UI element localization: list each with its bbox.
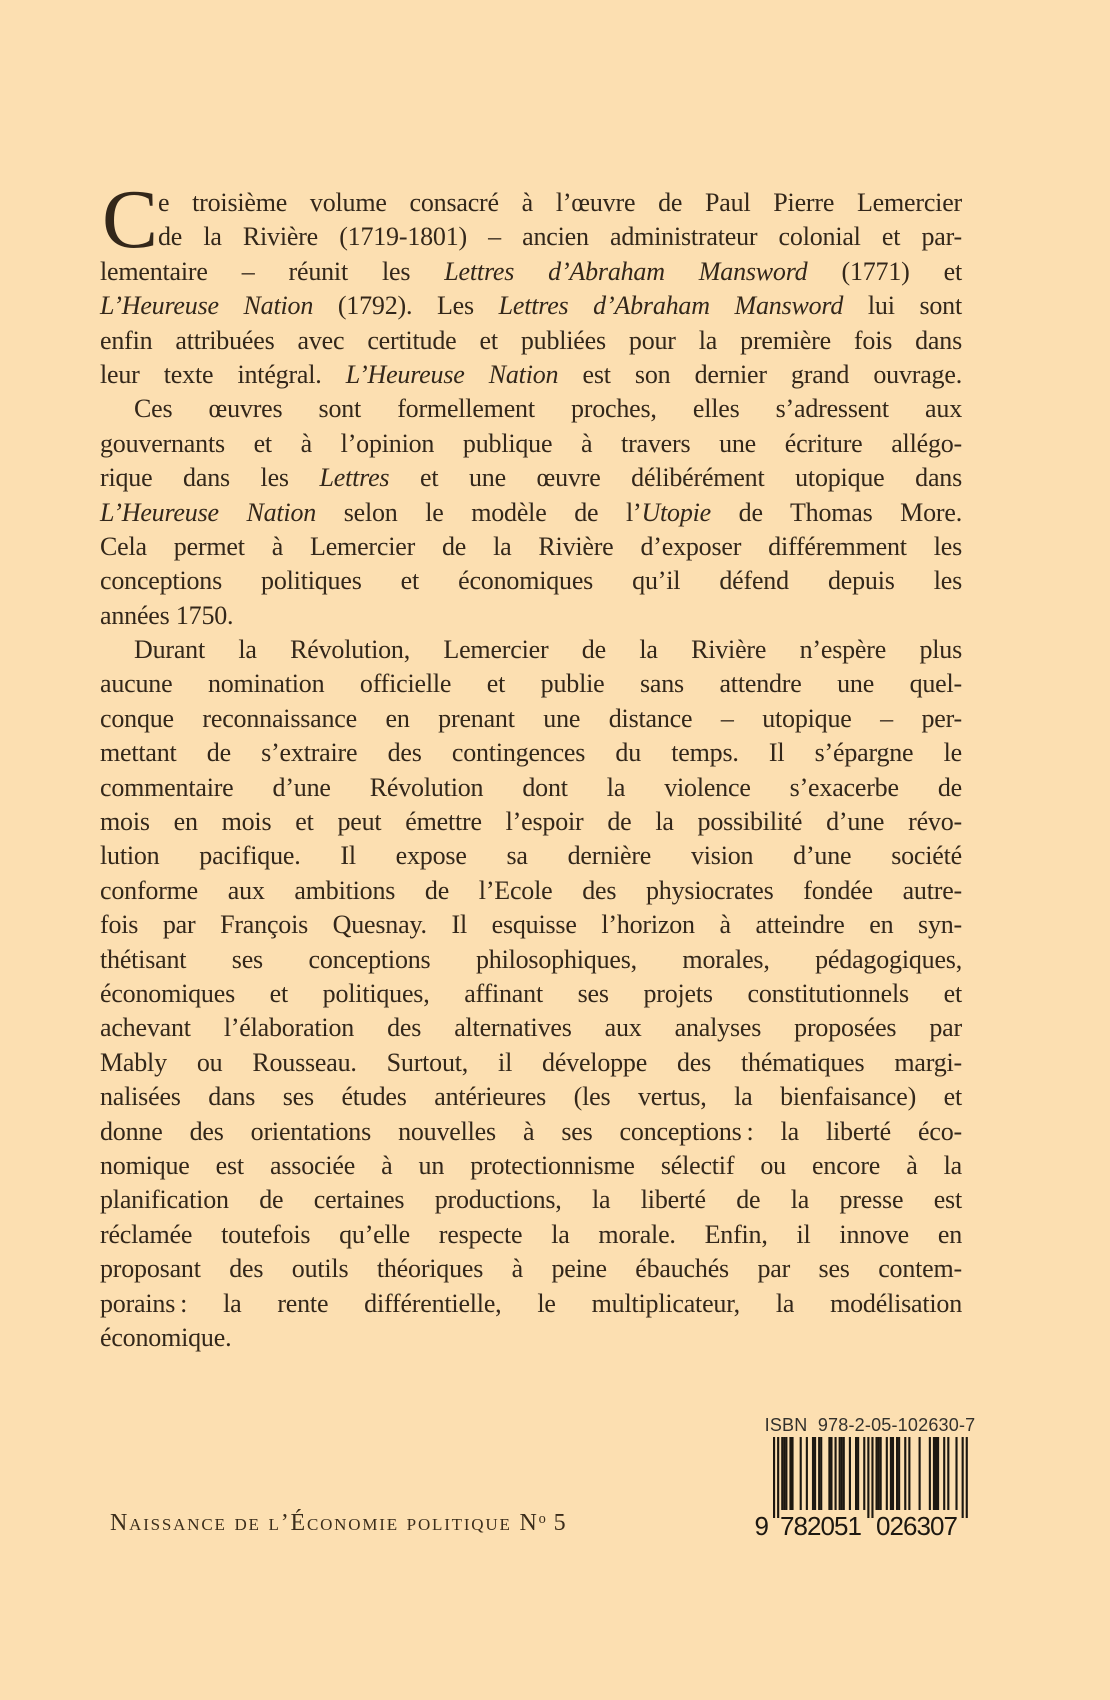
barcode-bar xyxy=(830,1437,832,1510)
text-run: Cela permet à Lemercier de la Rivière d’exposer différemment les xyxy=(100,531,962,561)
barcode-bar xyxy=(886,1437,888,1510)
barcode-bar xyxy=(876,1437,878,1510)
text-run: et une œuvre délibérément utopique dans xyxy=(389,463,963,493)
text-line xyxy=(100,496,962,530)
text-run: mois en mois et peut émettre l’espoir de la possibilité d’une révo- xyxy=(100,807,962,837)
text-run: (1792). Les xyxy=(313,291,499,321)
barcode-bar xyxy=(908,1437,910,1510)
text-run: porains : la rente différentielle, le multiplicateur, la modélisation xyxy=(100,1288,962,1318)
text-line xyxy=(100,667,962,701)
body-text xyxy=(100,173,963,1355)
barcode-bar xyxy=(929,1437,931,1510)
text-line xyxy=(100,1252,962,1286)
text-line xyxy=(100,1011,962,1045)
text-run: achevant l’élaboration des alternatives aux analyses proposées par xyxy=(100,1013,962,1043)
text-line xyxy=(100,943,962,977)
barcode-bar xyxy=(806,1437,808,1510)
barcode-bar xyxy=(855,1437,857,1510)
series-label-main: Naissance de l’Économie politique N xyxy=(110,1510,539,1536)
barcode-bar xyxy=(898,1437,900,1510)
text-run: mettant de s’extraire des contingences du temps. Il s’épargne le xyxy=(100,738,962,768)
text-line xyxy=(100,289,962,323)
text-run: est son dernier grand ouvrage. xyxy=(558,359,962,389)
barcode-bar xyxy=(933,1437,935,1510)
barcode-bar xyxy=(791,1437,793,1510)
text-run-italic: Utopie xyxy=(641,497,712,527)
text-line xyxy=(100,1218,962,1252)
text-run: gouvernants et à l’opinion publique à travers une écriture allégo- xyxy=(100,428,962,458)
barcode-bar xyxy=(789,1437,791,1510)
barcode-bar xyxy=(812,1437,814,1510)
text-run: planification de certaines productions, la liberté de la presse est xyxy=(100,1185,962,1215)
text-line xyxy=(100,839,962,873)
text-run: de la Rivière (1719-1801) – ancien administrateur colonial et par- xyxy=(158,222,962,252)
text-line xyxy=(100,1080,962,1114)
barcode-bar xyxy=(947,1437,949,1510)
text-line xyxy=(100,908,962,942)
text-run-italic: Lettres d’Abraham Mansword xyxy=(444,256,808,286)
text-run-italic: L’Heureuse Nation xyxy=(100,291,314,321)
text-line xyxy=(100,736,962,770)
text-line xyxy=(100,771,962,805)
barcode-digits: 026307 xyxy=(876,1511,958,1537)
text-run: nalisées dans ses études antérieures (les vertus, la bienfaisance) et xyxy=(100,1082,962,1112)
text-run: (1771) et xyxy=(807,256,962,286)
text-line xyxy=(100,530,962,564)
text-run: fois par François Quesnay. Il esquisse l’horizon à atteindre en syn- xyxy=(100,910,962,940)
barcode-bar xyxy=(878,1437,880,1510)
barcode-bar xyxy=(890,1437,892,1510)
barcode-bar xyxy=(828,1437,830,1510)
text-line xyxy=(100,358,962,392)
series-label xyxy=(110,1510,567,1537)
text-run-italic: L’Heureuse Nation xyxy=(345,359,559,389)
text-run-italic: Lettres xyxy=(319,463,390,493)
text-run: commentaire d’une Révolution dont la violence s’exacerbe de xyxy=(100,772,962,802)
text-line xyxy=(100,186,962,220)
text-line xyxy=(100,1115,962,1149)
text-run: thétisant ses conceptions philosophiques, morales, pédagogiques, xyxy=(100,944,962,974)
text-line xyxy=(100,1149,962,1183)
text-run: selon le modèle de l’ xyxy=(316,497,642,527)
text-run: nomique est associée à un protectionnisme sélectif ou encore à la xyxy=(100,1150,962,1180)
barcode-bar xyxy=(896,1437,898,1510)
text-run: aucune nomination officielle et publie sans attendre une quel- xyxy=(100,669,962,699)
text-line xyxy=(100,461,962,495)
isbn-label: ISBN 978-2-05-102630-7 xyxy=(764,1415,976,1435)
text-run: Ces œuvres sont formellement proches, elles s’adressent aux xyxy=(134,394,962,424)
text-run: lui sont xyxy=(843,291,962,321)
text-line xyxy=(100,392,962,426)
barcode-digits: 9 xyxy=(754,1511,769,1537)
barcode-bar xyxy=(871,1437,873,1518)
text-line xyxy=(100,255,962,289)
text-run: lementaire – réunit les xyxy=(100,256,445,286)
text-line xyxy=(100,599,962,633)
barcode-bar xyxy=(843,1437,845,1510)
text-run: donne des orientations nouvelles à ses conceptions : la liberté éco- xyxy=(100,1116,962,1146)
barcode-bar xyxy=(935,1437,937,1510)
text-run: lution pacifique. Il expose sa dernière vision d’une société xyxy=(100,841,962,871)
paragraph xyxy=(100,392,962,633)
paragraph xyxy=(100,173,962,392)
text-line xyxy=(100,633,962,667)
text-run: économique. xyxy=(100,1322,232,1352)
text-line xyxy=(100,220,962,254)
barcode-bar xyxy=(880,1437,882,1510)
barcode-bar xyxy=(955,1437,957,1510)
barcode-bar xyxy=(820,1437,822,1510)
text-line xyxy=(100,1321,962,1355)
text-run: e troisième volume consacré à l’œuvre de Paul Pierre Lemercier xyxy=(158,188,962,217)
text-line xyxy=(100,874,962,908)
barcode-bar xyxy=(863,1437,865,1510)
series-label-ordinal: o xyxy=(538,1510,546,1527)
barcode-bar xyxy=(962,1437,964,1518)
text-run: conforme aux ambitions de l’Ecole des physiocrates fondée autre- xyxy=(100,875,962,905)
barcode-bar xyxy=(904,1437,906,1510)
barcode-bar xyxy=(800,1437,802,1510)
barcode-bar xyxy=(892,1437,894,1510)
ean13-barcode xyxy=(745,1437,973,1537)
text-line xyxy=(100,977,962,1011)
barcode-bar xyxy=(835,1437,837,1510)
text-run-italic: L’Heureuse Nation xyxy=(100,497,317,527)
text-run: Durant la Révolution, Lemercier de la Rivière n’espère plus xyxy=(134,635,962,665)
barcode-bar xyxy=(781,1437,783,1510)
barcode-bar xyxy=(818,1437,820,1510)
barcode-bar xyxy=(814,1437,816,1510)
text-run: leur texte intégral. xyxy=(100,359,346,389)
text-line xyxy=(100,564,962,598)
barcode-bar xyxy=(966,1437,968,1518)
text-run-italic: Lettres d’Abraham Mansword xyxy=(498,291,844,321)
text-run: rique dans les xyxy=(100,463,320,493)
text-run: Mably ou Rousseau. Surtout, il développe des thématiques margi- xyxy=(100,1047,962,1077)
paragraph xyxy=(100,633,962,1355)
barcode-bar xyxy=(943,1437,945,1510)
text-run: proposant des outils théoriques à peine ébauchés par ses contem- xyxy=(100,1254,962,1284)
text-line xyxy=(100,702,962,736)
barcode-bar xyxy=(773,1437,775,1518)
text-run: conque reconnaissance en prenant une distance – utopique – per- xyxy=(100,703,962,733)
barcode-bar xyxy=(841,1437,843,1510)
text-run: économiques et politiques, affinant ses projets constitutionnels et xyxy=(100,978,962,1008)
text-line xyxy=(100,324,962,358)
barcode-bar xyxy=(777,1437,779,1518)
text-line xyxy=(100,1183,962,1217)
drop-cap: C xyxy=(102,173,159,266)
text-line xyxy=(100,1287,962,1321)
text-line xyxy=(100,1046,962,1080)
barcode-bar xyxy=(857,1437,859,1510)
text-run: réclamée toutefois qu’elle respecte la morale. Enfin, il innove en xyxy=(100,1219,962,1249)
barcode-digits: 782051 xyxy=(780,1511,862,1537)
barcode-bar xyxy=(919,1437,921,1510)
text-run: années 1750. xyxy=(100,600,234,630)
text-line xyxy=(100,805,962,839)
text-run: enfin attribuées avec certitude et publiées pour la première fois dans xyxy=(100,325,962,355)
series-label-number: 5 xyxy=(545,1510,568,1536)
barcode-bar xyxy=(839,1437,841,1510)
barcode-bar xyxy=(867,1437,869,1518)
barcode-bar xyxy=(785,1437,787,1510)
barcode-bar xyxy=(849,1437,851,1510)
barcode-bar xyxy=(937,1437,939,1510)
text-line xyxy=(100,427,962,461)
barcode-bar xyxy=(783,1437,785,1510)
text-run: conceptions politiques et économiques qu’il défend depuis les xyxy=(100,566,962,596)
text-run: de Thomas More. xyxy=(711,497,962,527)
